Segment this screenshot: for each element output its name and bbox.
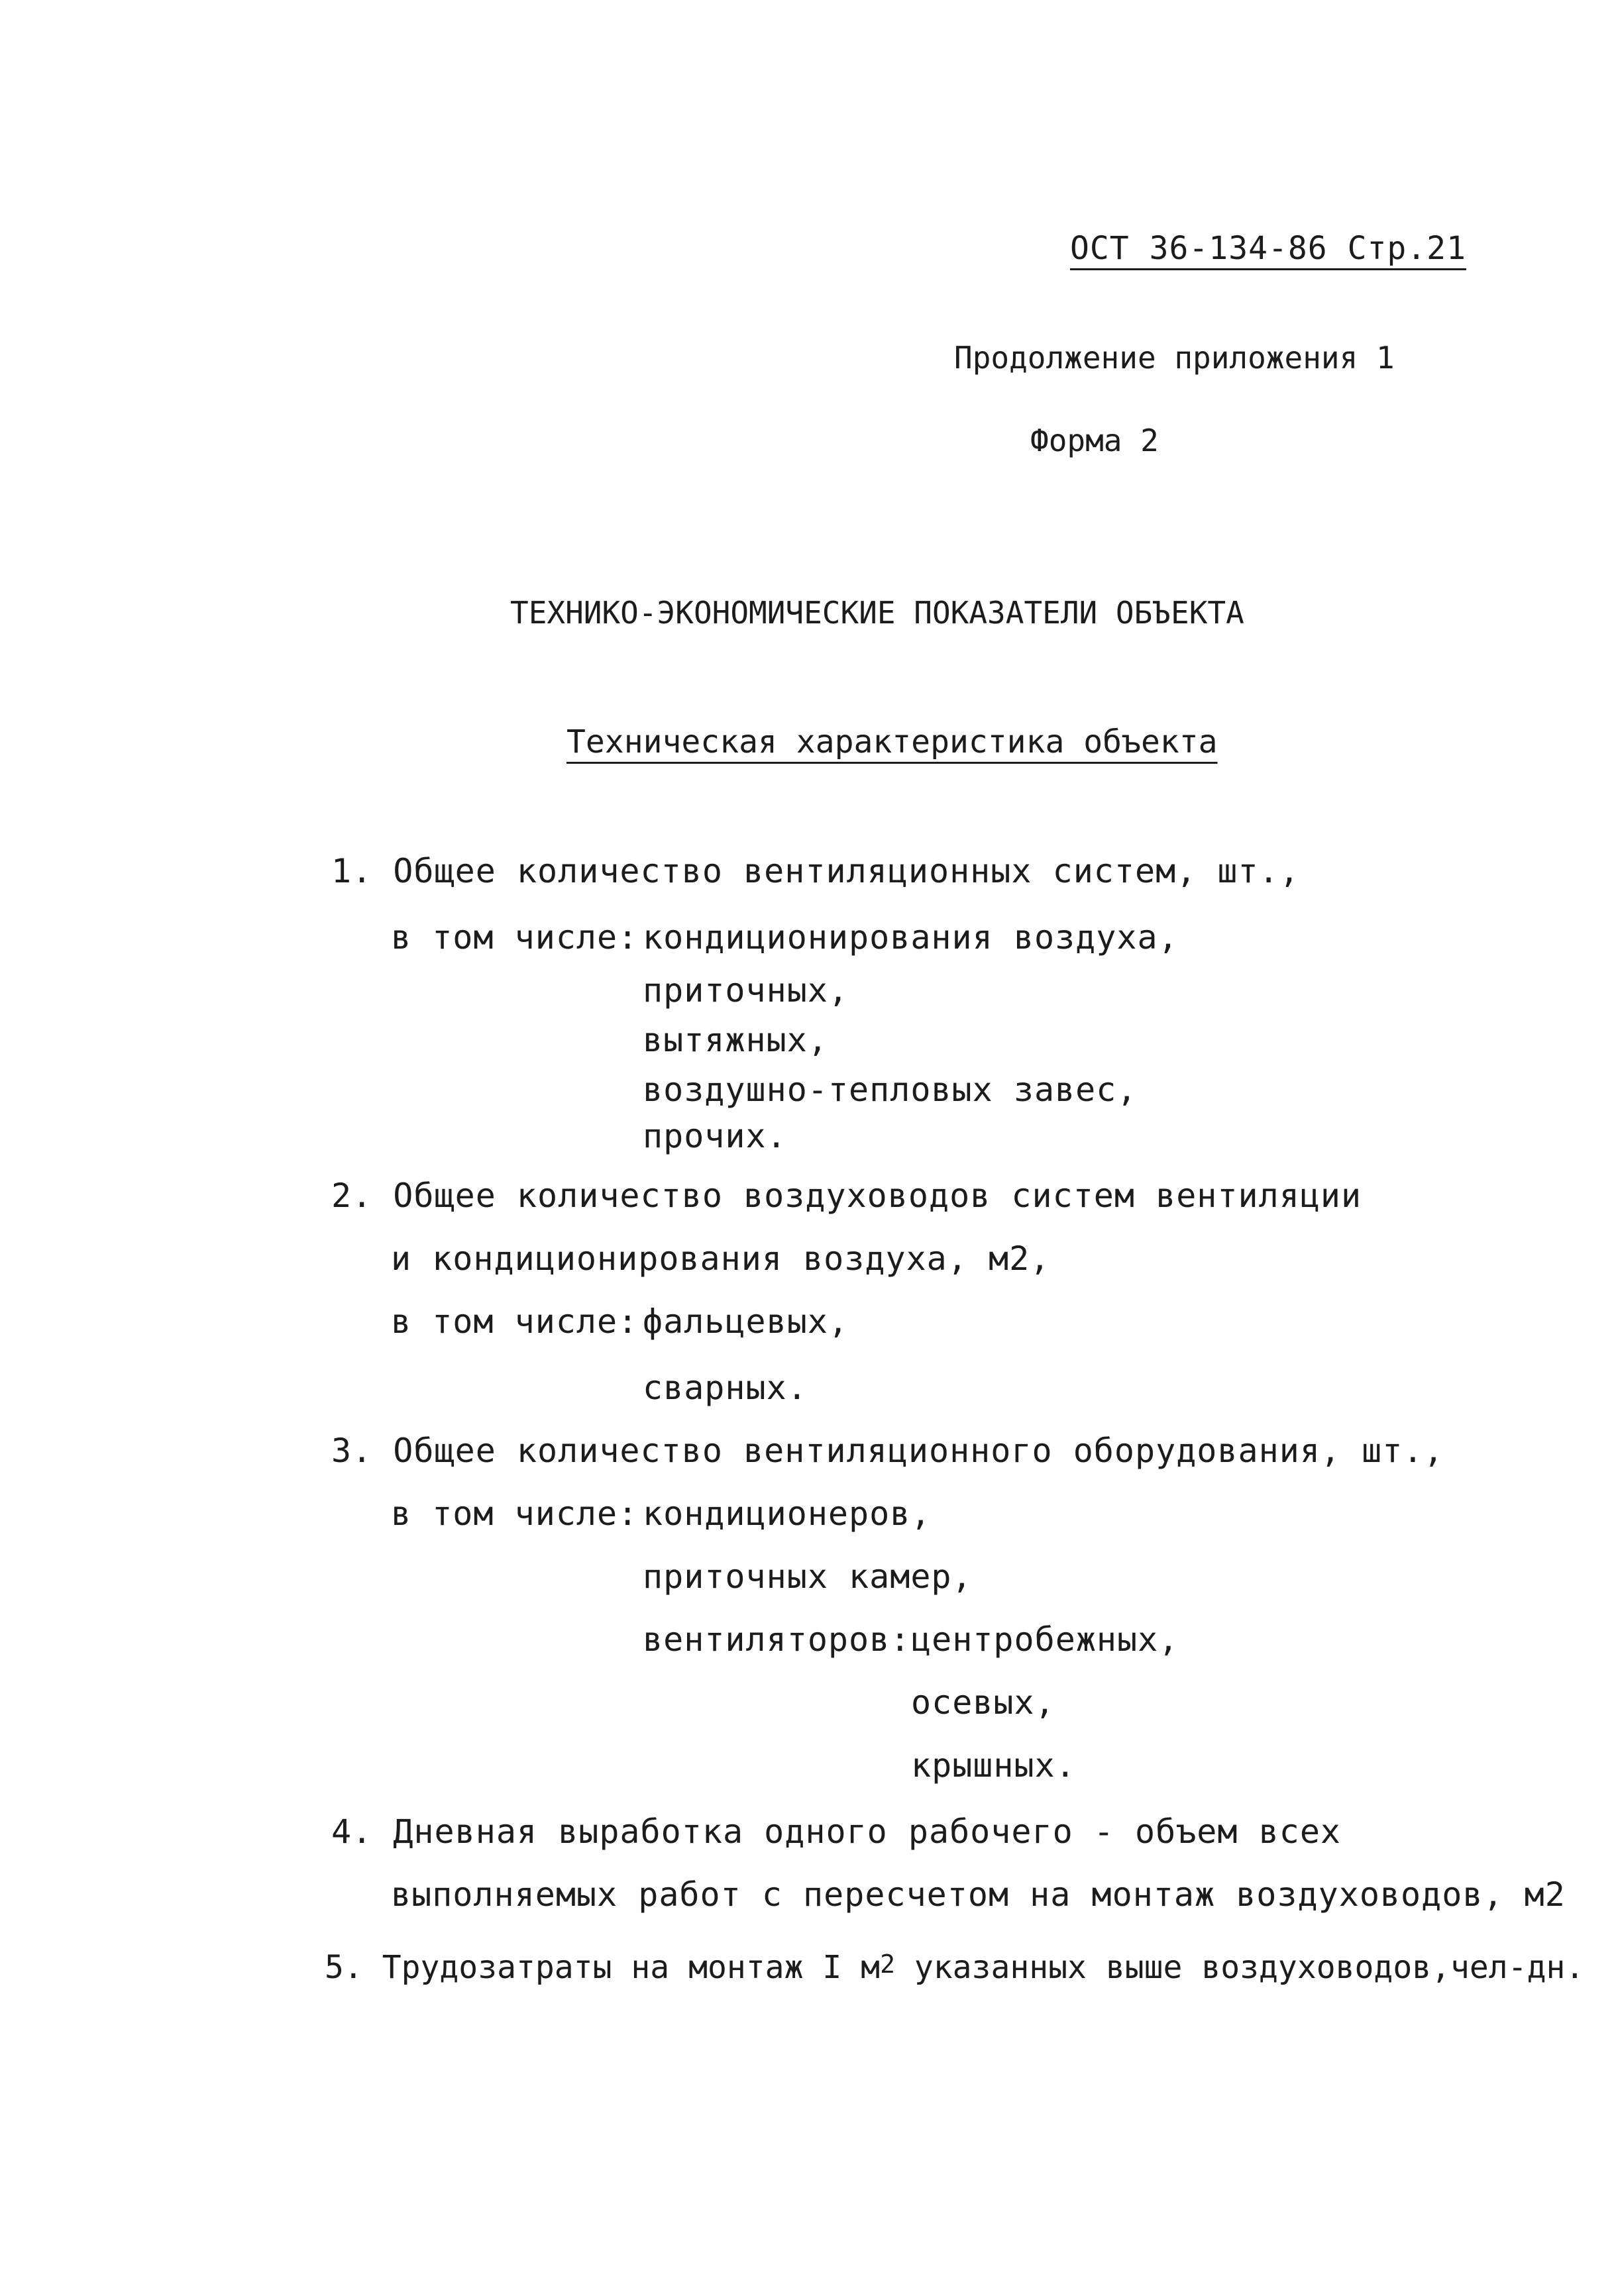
item-3-fans-label: вентиляторов:: [643, 1620, 911, 1659]
item-5-text-end: указанных выше воздуховодов,чел-дн.: [894, 1949, 1585, 1986]
item-2-continuation: и кондиционирования воздуха, м2,: [391, 1239, 1051, 1278]
item-5-main: [325, 1948, 1584, 1987]
item-3-main: 3. Общее количество вентиляционного оборудования, шт.,: [331, 1432, 1444, 1470]
form-number: Форма 2: [1030, 423, 1159, 458]
item-4-main: 4. Дневная выработка одного рабочего - объем всех: [331, 1812, 1342, 1851]
appendix-continuation: Продолжение приложения 1: [954, 340, 1395, 376]
item-1-sub: прочих.: [643, 1117, 787, 1155]
item-2-sub: сварных.: [643, 1369, 808, 1407]
item-2-prefix: в том числе:: [391, 1302, 639, 1341]
item-3-sub: кондиционеров,: [643, 1494, 932, 1533]
item-3-fan-type: крышных.: [911, 1746, 1076, 1785]
item-3-fan-type: центробежных,: [911, 1620, 1179, 1659]
item-1-prefix: в том числе:: [391, 918, 639, 957]
item-2-sub: фальцевых,: [643, 1302, 849, 1341]
item-3-prefix: в том числе:: [391, 1494, 639, 1533]
item-1-sub: кондиционирования воздуха,: [643, 918, 1179, 957]
item-3-sub: приточных камер,: [643, 1557, 973, 1596]
item-1-sub: воздушно-тепловых завес,: [643, 1070, 1138, 1109]
item-1-main: 1. Общее количество вентиляционных систем, шт.,: [331, 852, 1300, 890]
item-1-sub: приточных,: [643, 971, 849, 1010]
document-code: ОСТ 36-134-86 Стр.21: [1070, 230, 1466, 267]
item-2-main: 2. Общее количество воздуховодов систем вентиляции: [331, 1176, 1362, 1215]
item-5-superscript: 2: [880, 1950, 895, 1979]
item-4-continuation: выполняемых работ с пересчетом на монтаж воздуховодов, м2: [391, 1875, 1566, 1914]
section-subtitle: Техническая характеристика объекта: [566, 723, 1218, 760]
item-1-sub: вытяжных,: [643, 1021, 828, 1059]
page-title: ТЕХНИКО-ЭКОНОМИЧЕСКИЕ ПОКАЗАТЕЛИ ОБЪЕКТА: [510, 595, 1244, 631]
item-3-fan-type: осевых,: [911, 1683, 1055, 1722]
item-5-text-start: 5. Трудозатраты на монтаж I м: [325, 1949, 881, 1986]
